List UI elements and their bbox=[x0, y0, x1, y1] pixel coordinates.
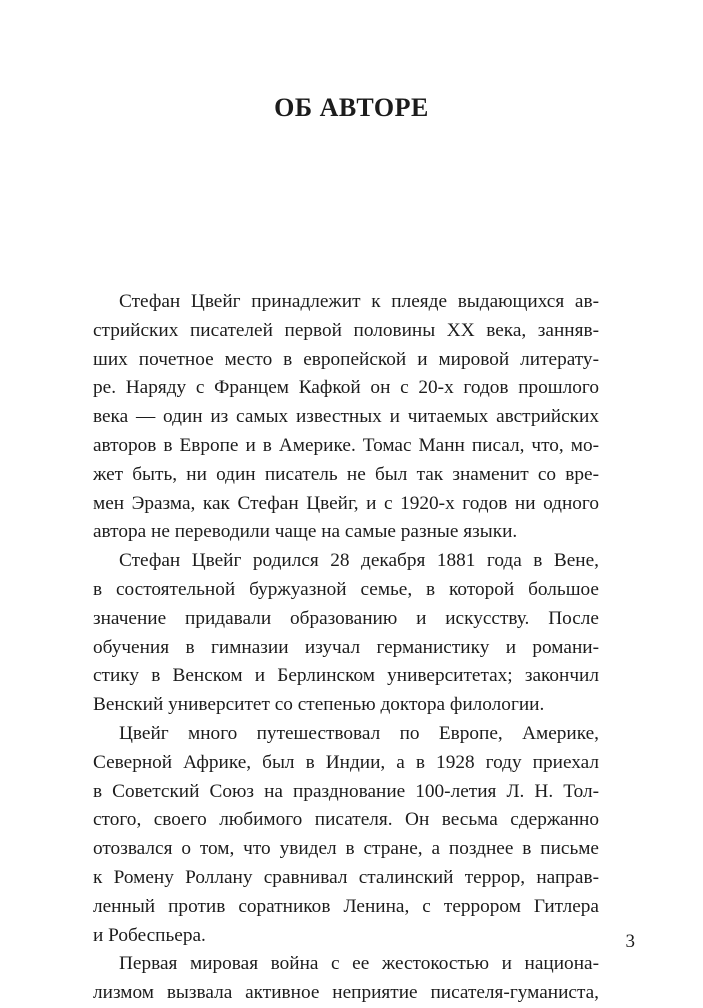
paragraph-2-line-6: Венский университет со степенью доктора филологии. bbox=[93, 694, 545, 716]
paragraph-3-line-4: стого, своего любимого писателя. Он весьма сдержанно bbox=[93, 809, 599, 831]
paragraph-1-line-3: ших почетное место в европейской и мировой литерату- bbox=[93, 348, 599, 370]
page-number: 3 bbox=[625, 931, 635, 952]
paragraph-3-line-1: Цвейг много путешествовал по Европе, Америке, bbox=[119, 722, 599, 744]
paragraph-2-line-5: стику в Венском и Берлинском университетах; закончил bbox=[93, 665, 599, 687]
paragraph-2-line-4: обучения в гимназии изучал германистику и романи- bbox=[93, 636, 599, 658]
paragraph-4-line-1: Первая мировая война с ее жестокостью и национа- bbox=[119, 953, 599, 975]
paragraph-1-line-1: Стефан Цвейг принадлежит к плеяде выдающихся ав- bbox=[119, 291, 599, 312]
paragraph-1-line-4: ре. Наряду с Францем Кафкой он с 20-х годов прошлого bbox=[93, 377, 599, 399]
paragraph-3-line-5: отозвался о том, что увидел в стране, а позднее в письме bbox=[93, 838, 599, 860]
chapter-heading: ОБ АВТОРЕ bbox=[274, 93, 429, 122]
paragraph-4-line-2: лизмом вызвала активное неприятие писателя-гуманиста, bbox=[93, 982, 599, 1004]
paragraph-1-line-9: автора не переводили чаще на самые разные языки. bbox=[93, 521, 518, 543]
paragraph-3-line-7: ленный против соратников Ленина, с террором Гитлера bbox=[93, 895, 599, 917]
body-text bbox=[93, 288, 599, 1008]
paragraph-3-line-6: к Ромену Роллану сравнивал сталинский террор, направ- bbox=[93, 866, 599, 888]
paragraph-3-line-2: Северной Африке, был в Индии, а в 1928 году приехал bbox=[93, 751, 599, 773]
paragraph-1-line-2: стрийских писателей первой половины XX века, занняв- bbox=[93, 319, 599, 341]
paragraph-2-line-3: значение придавали образованию и искусству. После bbox=[93, 607, 599, 629]
paragraph-3-line-3: в Советский Союз на празднование 100-летия Л. Н. Тол- bbox=[93, 780, 599, 802]
paragraph-2-line-1: Стефан Цвейг родился 28 декабря 1881 года в Вене, bbox=[119, 550, 599, 572]
paragraph-1-line-6: авторов в Европе и в Америке. Томас Манн писал, что, мо- bbox=[93, 434, 599, 456]
paragraph-3-line-8: и Робеспьера. bbox=[93, 924, 206, 946]
paragraph-1-line-8: мен Эразма, как Стефан Цвейг, и с 1920-х годов ни одного bbox=[93, 492, 599, 514]
paragraph-1-line-5: века — один из самых известных и читаемых австрийских bbox=[93, 406, 599, 428]
paragraph-1-line-7: жет быть, ни один писатель не был так знаменит со вре- bbox=[93, 463, 599, 485]
paragraph-2-line-2: в состоятельной буржуазной семье, в которой большое bbox=[93, 578, 599, 600]
